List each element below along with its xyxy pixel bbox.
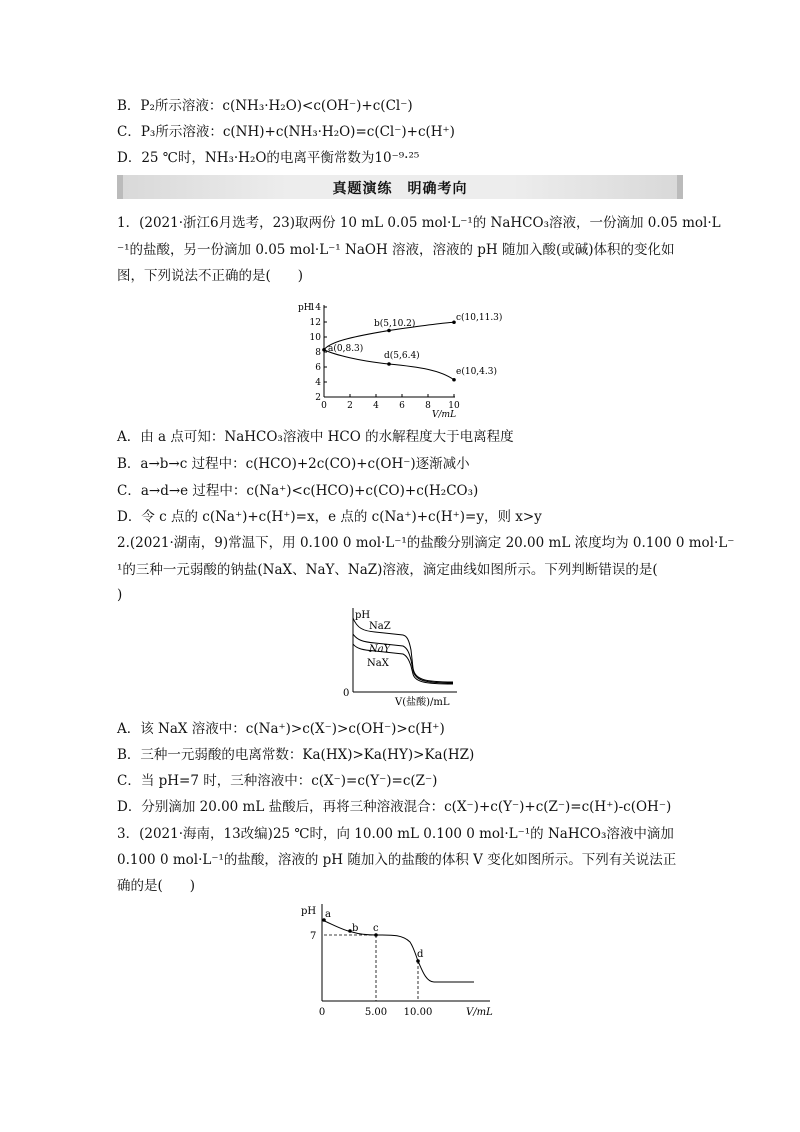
chart3-label-d: d xyxy=(417,949,424,960)
chart2-label-naz: NaZ xyxy=(369,621,391,632)
q2-stem-line1: 2.(2021·湖南，9)常温下，用 0.100 0 mol·L⁻¹的盐酸分别滴定 20.00 mL 浓度均为 0.100 0 mol·L⁻ xyxy=(117,535,735,551)
chart3-label-a: a xyxy=(325,909,331,920)
q3-stem-line2: 0.100 0 mol·L⁻¹的盐酸，溶液的 pH 随加入的盐酸的体积 V 变化如图所示。下列有关说法正 xyxy=(117,852,677,868)
q1-option-d: D．令 c 点的 c(Na⁺)+c(H⁺)=x，e 点的 c(Na⁺)+c(H⁺)=y，则 x>y xyxy=(117,509,542,525)
chart1-ytick: 12 xyxy=(309,318,321,328)
chart1-xtick: 4 xyxy=(373,401,379,411)
q1-stem-line2: ⁻¹的盐酸，另一份滴加 0.05 mol·L⁻¹ NaOH 溶液，溶液的 pH 随加入酸(或碱)体积的变化如 xyxy=(117,242,675,258)
q2-option-c: C．当 pH=7 时，三种溶液中：c(X⁻)=c(Y⁻)=c(Z⁻) xyxy=(117,773,438,789)
chart1-label-b: b(5,10.2) xyxy=(374,319,416,329)
banner-right-edge xyxy=(677,175,683,199)
chart1-label-a: a(0,8.3) xyxy=(328,344,364,354)
chart-q3-ph-curve xyxy=(298,898,518,1023)
chart1-label-e: e(10,4.3) xyxy=(456,367,497,377)
section-title: 真题演练 明确考向 xyxy=(332,181,468,197)
q2-option-a: A．该 NaX 溶液中：c(Na⁺)>c(X⁻)>c(OH⁻)>c(H⁺) xyxy=(117,721,445,737)
chart2-label-nay: NaY xyxy=(369,644,391,655)
q2-stem-line3: ) xyxy=(117,587,123,603)
chart3-ytick-7: 7 xyxy=(310,931,317,942)
chart3-xtick: 10.00 xyxy=(403,1007,433,1018)
chart2-ylabel: pH xyxy=(355,610,371,621)
chart1-label-c: c(10,11.3) xyxy=(456,313,503,323)
prev-option-c: C．P₃所示溶液：c(NH)+c(NH₃·H₂O)=c(Cl⁻)+c(H⁺) xyxy=(117,124,455,140)
chart1-ytick: 4 xyxy=(315,378,321,388)
chart1-ytick: 10 xyxy=(309,333,321,343)
q2-stem-line2: ¹的三种一元弱酸的钠盐(NaX、NaY、NaZ)溶液，滴定曲线如图所示。下列判断错误的是( xyxy=(117,562,658,578)
chart3-xtick: 5.00 xyxy=(364,1007,388,1018)
q2-option-b: B．三种一元弱酸的电离常数：Ka(HX)>Ka(HY)>Ka(HZ) xyxy=(117,747,475,763)
chart1-ytick: 14 xyxy=(309,303,321,313)
chart1-xtick: 10 xyxy=(448,401,460,411)
chart3-ylabel: pH xyxy=(301,906,317,917)
chart3-label-b: b xyxy=(352,923,359,934)
chart3-curve xyxy=(322,920,474,982)
chart1-label-d: d(5,6.4) xyxy=(384,351,420,361)
section-banner xyxy=(117,175,683,199)
q2-option-d: D．分别滴加 20.00 mL 盐酸后，再将三种溶液混合：c(X⁻)+c(Y⁻)+c(Z⁻)=c(H⁺)-c(OH⁻) xyxy=(117,799,672,815)
prev-option-b: B．P₂所示溶液：c(NH₃·H₂O)<c(OH⁻)+c(Cl⁻) xyxy=(117,98,413,114)
q1-stem-line1: 1．(2021·浙江6月选考，23)取两份 10 mL 0.05 mol·L⁻¹的 NaHCO₃溶液，一份滴加 0.05 mol·L xyxy=(117,215,721,231)
chart3-label-c: c xyxy=(373,923,379,934)
chart1-ytick: 8 xyxy=(315,348,321,358)
chart3-xtick: 0 xyxy=(318,1007,326,1018)
chart1-point-b xyxy=(387,329,391,333)
q1-option-a: A．由 a 点可知：NaHCO₃溶液中 HCO 的水解程度大于电离程度 xyxy=(117,429,514,445)
chart2-label-nax: NaX xyxy=(367,658,389,669)
q3-stem-line3: 确的是( ) xyxy=(117,878,196,894)
chart1-xtick: 8 xyxy=(425,401,431,411)
chart3-xlabel: V/mL xyxy=(466,1007,493,1018)
chart1-ytick: 2 xyxy=(315,393,321,403)
chart1-xtick: 2 xyxy=(347,401,353,411)
chart1-point-a xyxy=(322,348,326,352)
chart1-point-d xyxy=(387,362,391,366)
q1-stem-line3: 图，下列说法不正确的是( ) xyxy=(117,268,304,284)
chart1-xtick: 0 xyxy=(321,401,327,411)
chart1-ylabel: pH xyxy=(298,303,312,313)
chart-q1-ph-curve xyxy=(290,295,520,420)
chart2-origin: 0 xyxy=(343,688,350,699)
chart2-xlabel: V(盐酸)/mL xyxy=(395,697,450,708)
chart1-point-e xyxy=(452,378,456,382)
chart-q2-titration-curves xyxy=(335,604,475,714)
chart1-xtick: 6 xyxy=(399,401,405,411)
chart1-xlabel: V/mL xyxy=(432,410,457,420)
chart1-ytick: 6 xyxy=(315,363,321,373)
q1-option-b: B．a→b→c 过程中：c(HCO)+2c(CO)+c(OH⁻)逐渐减小 xyxy=(117,456,470,472)
prev-option-d: D．25 ℃时，NH₃·H₂O的电离平衡常数为10⁻⁹·²⁵ xyxy=(117,150,420,166)
q3-stem-line1: 3．(2021·海南，13改编)25 ℃时，向 10.00 mL 0.100 0 mol·L⁻¹的 NaHCO₃溶液中滴加 xyxy=(117,826,674,842)
q1-option-c: C．a→d→e 过程中：c(Na⁺)<c(HCO)+c(CO)+c(H₂CO₃) xyxy=(117,483,479,499)
